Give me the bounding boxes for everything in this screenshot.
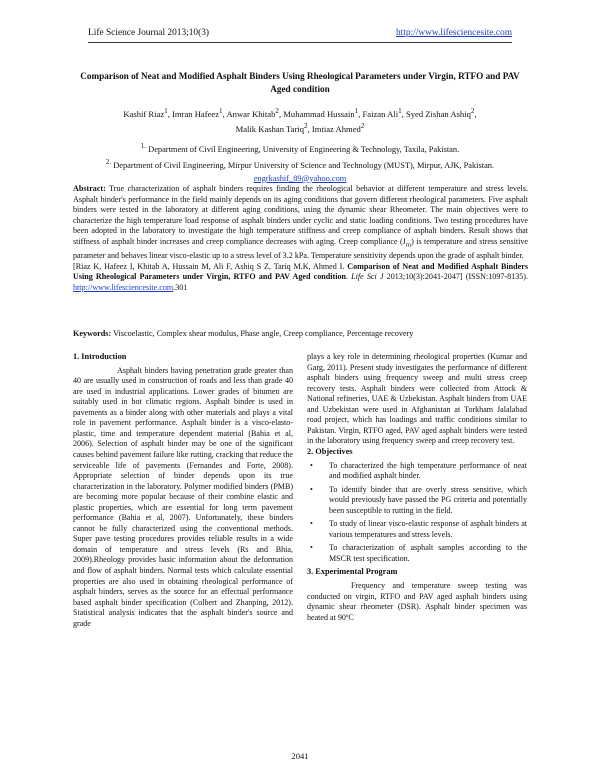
journal-name: Life Science Journal 2013;10(3) [88,28,210,38]
bullet-icon: • [310,484,313,494]
author-affiliation-mark: 1 [398,107,402,115]
list-item: • To characterized the high temperature performance of neat and modified asphalt binder. [310,460,527,481]
list-item: • To characterization of asphalt samples according to the MSCR test specification. [310,543,527,563]
author-affiliation-mark: 1 [219,107,223,115]
list-item: • To study of linear visco-elastic response of asphalt binders at various temperatures and stress levels. [310,519,527,539]
page-number: 2041 [291,751,309,761]
author-affiliation-mark: 1 [354,107,359,115]
abstract-label: Abstract: [73,184,106,193]
author-name: Malik Kashan Tariq [235,123,305,134]
right-column [307,352,527,623]
left-column [73,352,293,629]
author-affiliation-mark: 2 [470,107,475,115]
author-email-link[interactable]: engrkashif_89@yahoo.com [253,173,347,183]
author-affiliation-mark: 2 [275,107,279,115]
author-name: Faizan Ali [362,108,399,119]
journal-url-link[interactable]: http://www.lifesciencesite.com [395,28,512,38]
citation: [Riaz K, Hafeez I, Khitab A, Hussain M, Ali F, Ashiq S Z, Tariq M.K, Ahmed I. Comparison of Neat and Modified Asphalt Binders Using Rheological Parameters under Virgin, RTFO and PAV Aged condition. Life Sci J 2013;10(3):2041-2047] (ISSN:1097-8135). http://www.lifesciencesite.com.301 [73,261,529,292]
section-heading-introduction: 1. Introduction [73,352,127,361]
keywords: Keywords: Viscoelastic, Complex shear modulus, Phase angle, Creep compliance, Percentage recovery [73,329,414,338]
author-name: Anwar Khitab [226,108,276,119]
objectives-list [307,461,527,565]
experimental-paragraph: Frequency and temperature sweep testing was conducted on virgin, RTFO and PAV aged asphalt binders using dynamic shear rheometer (DSR). Asphalt binder specimen was heated at 90ºC [307,581,527,622]
citation-url-link[interactable]: http://www.lifesciencesite.com [73,282,174,292]
author-affiliation-mark: 1 [164,107,168,115]
keywords-label: Keywords: [73,329,112,338]
author-name: Imran Hafeez [172,108,220,119]
abstract: Abstract: True characterization of asphalt binders requires finding the rheological behavior at different temperature and stress levels. Asphalt binder's performance in the field mainly depends on its aging conditions that govern different rheological parameters. Five asphalt binders were tested in the laboratory at different aging conditions, using the dynamic shear Rheometer. The main objectives were to characterize the high temperature load response of asphalt binders under cyclic and static loading conditions. Two testing procedures have been adopted in the laboratory to investigate the high temperature stiffness and creep compliance of asphalt binders. Result shows that stiffness of asphalt binder increases and creep compliance decreases with aging. Creep compliance $(J_m)$ is temperature and stress sensitive parameter and behaves linear visco-elastic up to a stress level of 3.2 kPa. Temperature sensitivity depends upon the grade of asphalt binder. [Riaz K, Hafeez I, Khitab A, Hussain M, Ali F, Ashiq S Z, Tariq M.K, Ahmed I. Comparison of Neat and Modified Asphalt Binders Using Rheological Parameters under Virgin, RTFO and PAV Aged condition. Life Sci J 2013;10(3):2041-2047] (ISSN:1097-8135). http://www.lifesciencesite.com.301 [73,184,529,292]
running-header [88,28,512,44]
author-affiliation-mark: 2 [360,122,365,131]
author-list: Kashif Riaz$^1$, Imran Hafeez$^1$, Anwar Khitab$^2$, Muhammad Hussain$^1$, Faizan Ali$^1$, Syed Zishan Ashiq$^2$, Malik Kashan Tariq$^2$, Imtiaz Ahmed$^2$ [123,107,477,134]
author-affiliation-mark: 2 [304,122,308,131]
author-name: Imtiaz Ahmed [311,123,361,134]
introduction-continued: plays a key role in determining rheological properties (Kumar and Garg, 2011). Present study investigates the performance of different asphalt binders using frequency sweep and multi stress creep recovery tests. Asphalt binders were collected from Attock & National refineries, UAE & Uzbekistan. Asphalt binders from UAE and Uzbekistan were used in Afghanistan at Torkham Jalalabad road project, which has loadings and traffic conditions similar to Pakistan. Virgin, RTFO aged, PAV aged asphalt binders were tested in the laboratory using frequency sweep and creep recovery test. [307,352,527,446]
bullet-icon: • [310,519,313,529]
affiliations [72,140,528,185]
introduction-paragraph: Asphalt binders having penetration grade greater than 40 are usually used in construction of roads and less than grade 40 are used in industrial applications. Lower grades of bitumen are suitably used in hot climatic regions. Asphalt binder is used in pavements as a binder along with other materials and plays a vital role in pavement performance. Asphalt binder is a visco-elasto-plastic, time and temperature dependent material (Bahia et al, 2006). Selection of asphalt binder may be one of the significant causes behind pavement failure like rutting, cracking that reduce the serviceable life of pavements (Fernandes and Forte, 2008). Appropriate selection of binder depends upon its true characterization in the laboratory. Polymer modified binders (PMB) are becoming more popular because of their combine elastic and plastic properties, which are essential for long term pavement performance (Bahia et al, 2007). Unfortunately, these binders cannot be fully characterized using the conventional methods. Super pave testing procedures provides reliable results in a wide domain of temperature and stress levels (Rs and Bhia, 2009).Rheology provides basic information about the deformation and flow of asphalt binders. Normal tests which calculate essential properties are also used in obtaining rheological performance of asphalt binders, serves as the source for an effectual performance based asphalt binder specification (Colbert and Zhanping, 2012). Statistical analysis indicates that the asphalt binder's source and grade [73,365,293,628]
author-name: Kashif Riaz [123,108,165,119]
section-heading-experimental: 3. Experimental Program [307,567,398,577]
affiliation-2: $^{2.}$ Department of Civil Engineering, Mirpur University of Science and Technology (MUST), Mirpur, AJK, Pakistan. [105,158,495,171]
list-item: • To identify binder that are overly stress sensitive, which would previously have passed the PG criteria and potentially been susceptible to rutting in the field. [310,484,527,515]
bullet-icon: • [310,460,313,470]
header-rule [88,42,512,43]
author-name: Muhammad Hussain [283,108,355,119]
author-name: Syed Zishan Ashiq [405,108,471,119]
bullet-icon: • [310,543,313,553]
paper-title: Comparison of Neat and Modified Asphalt Binders Using Rheological Parameters under Virgin, RTFO and PAV Aged condition [80,71,520,94]
section-heading-objectives: 2. Objectives [307,446,353,456]
affiliation-1: $^{1.}$ Department of Civil Engineering, University of Engineering & Technology, Taxila, Pakistan. [140,142,460,154]
